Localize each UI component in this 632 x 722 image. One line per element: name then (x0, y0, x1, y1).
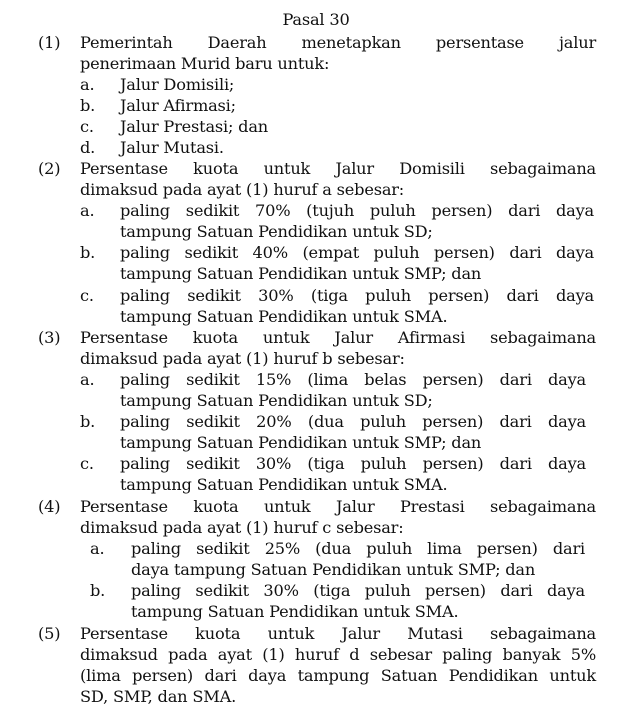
section-text-line: (lima persen) dari daya tampung Satuan Pendidikan untuk (80, 666, 596, 685)
section-text-line: dimaksud pada ayat (1) huruf a sebesar: (80, 180, 405, 199)
item-text-line: paling sedikit 30% (tiga puluh persen) dari daya (120, 454, 586, 473)
item-label: c. (80, 286, 94, 305)
section-number: (4) (38, 497, 61, 516)
item-label: a. (90, 539, 105, 558)
item-label: c. (80, 454, 94, 473)
section-text-line: Persentase kuota untuk Jalur Domisili sebagaimana (80, 159, 596, 178)
section-number: (3) (38, 328, 61, 347)
section-text-line: Persentase kuota untuk Jalur Mutasi sebagaimana (80, 624, 596, 643)
item-label: b. (80, 96, 96, 115)
section-text-line: dimaksud pada ayat (1) huruf c sebesar: (80, 518, 404, 537)
section-number: (2) (38, 159, 61, 178)
item-text-line: paling sedikit 30% (tiga puluh persen) dari daya (120, 286, 594, 305)
section-text-line: Persentase kuota untuk Jalur Afirmasi sebagaimana (80, 328, 596, 347)
item-text-line: paling sedikit 25% (dua puluh lima persen) dari (131, 539, 585, 558)
section-text-line: penerimaan Murid baru untuk: (80, 54, 330, 73)
item-text-line: tampung Satuan Pendidikan untuk SMP; dan (120, 264, 482, 283)
item-text-line: tampung Satuan Pendidikan untuk SD; (120, 391, 433, 410)
item-text-line: paling sedikit 20% (dua puluh persen) dari daya (120, 412, 586, 431)
section-text-line: Pemerintah Daerah menetapkan persentase jalur (80, 33, 596, 52)
section-text-line: dimaksud pada ayat (1) huruf d sebesar paling banyak 5% (80, 645, 596, 664)
item-text-line: paling sedikit 30% (tiga puluh persen) dari daya (131, 581, 585, 600)
item-label: c. (80, 117, 94, 136)
item-text-line: tampung Satuan Pendidikan untuk SMA. (131, 602, 459, 621)
item-label: d. (80, 138, 96, 157)
item-text-line: tampung Satuan Pendidikan untuk SD; (120, 222, 433, 241)
item-text-line: paling sedikit 70% (tujuh puluh persen) dari daya (120, 201, 594, 220)
item-text-line: Jalur Mutasi. (120, 138, 224, 157)
item-text-line: tampung Satuan Pendidikan untuk SMP; dan (120, 433, 482, 452)
item-label: a. (80, 370, 95, 389)
section-text-line: dimaksud pada ayat (1) huruf b sebesar: (80, 349, 405, 368)
item-text-line: paling sedikit 15% (lima belas persen) dari daya (120, 370, 586, 389)
item-label: a. (80, 75, 95, 94)
article-title: Pasal 30 (282, 10, 350, 29)
section-number: (1) (38, 33, 61, 52)
item-label: b. (80, 412, 96, 431)
item-text-line: paling sedikit 40% (empat puluh persen) dari daya (120, 243, 594, 262)
item-text-line: tampung Satuan Pendidikan untuk SMA. (120, 475, 448, 494)
item-text-line: Jalur Afirmasi; (120, 96, 236, 115)
section-text-line: SD, SMP, dan SMA. (80, 687, 237, 706)
section-number: (5) (38, 624, 61, 643)
item-label: b. (90, 581, 106, 600)
item-text-line: Jalur Domisili; (120, 75, 235, 94)
item-label: a. (80, 201, 95, 220)
item-text-line: daya tampung Satuan Pendidikan untuk SMP; dan (131, 560, 536, 579)
item-text-line: Jalur Prestasi; dan (120, 117, 269, 136)
item-label: b. (80, 243, 96, 262)
item-text-line: tampung Satuan Pendidikan untuk SMA. (120, 307, 448, 326)
section-text-line: Persentase kuota untuk Jalur Prestasi sebagaimana (80, 497, 596, 516)
